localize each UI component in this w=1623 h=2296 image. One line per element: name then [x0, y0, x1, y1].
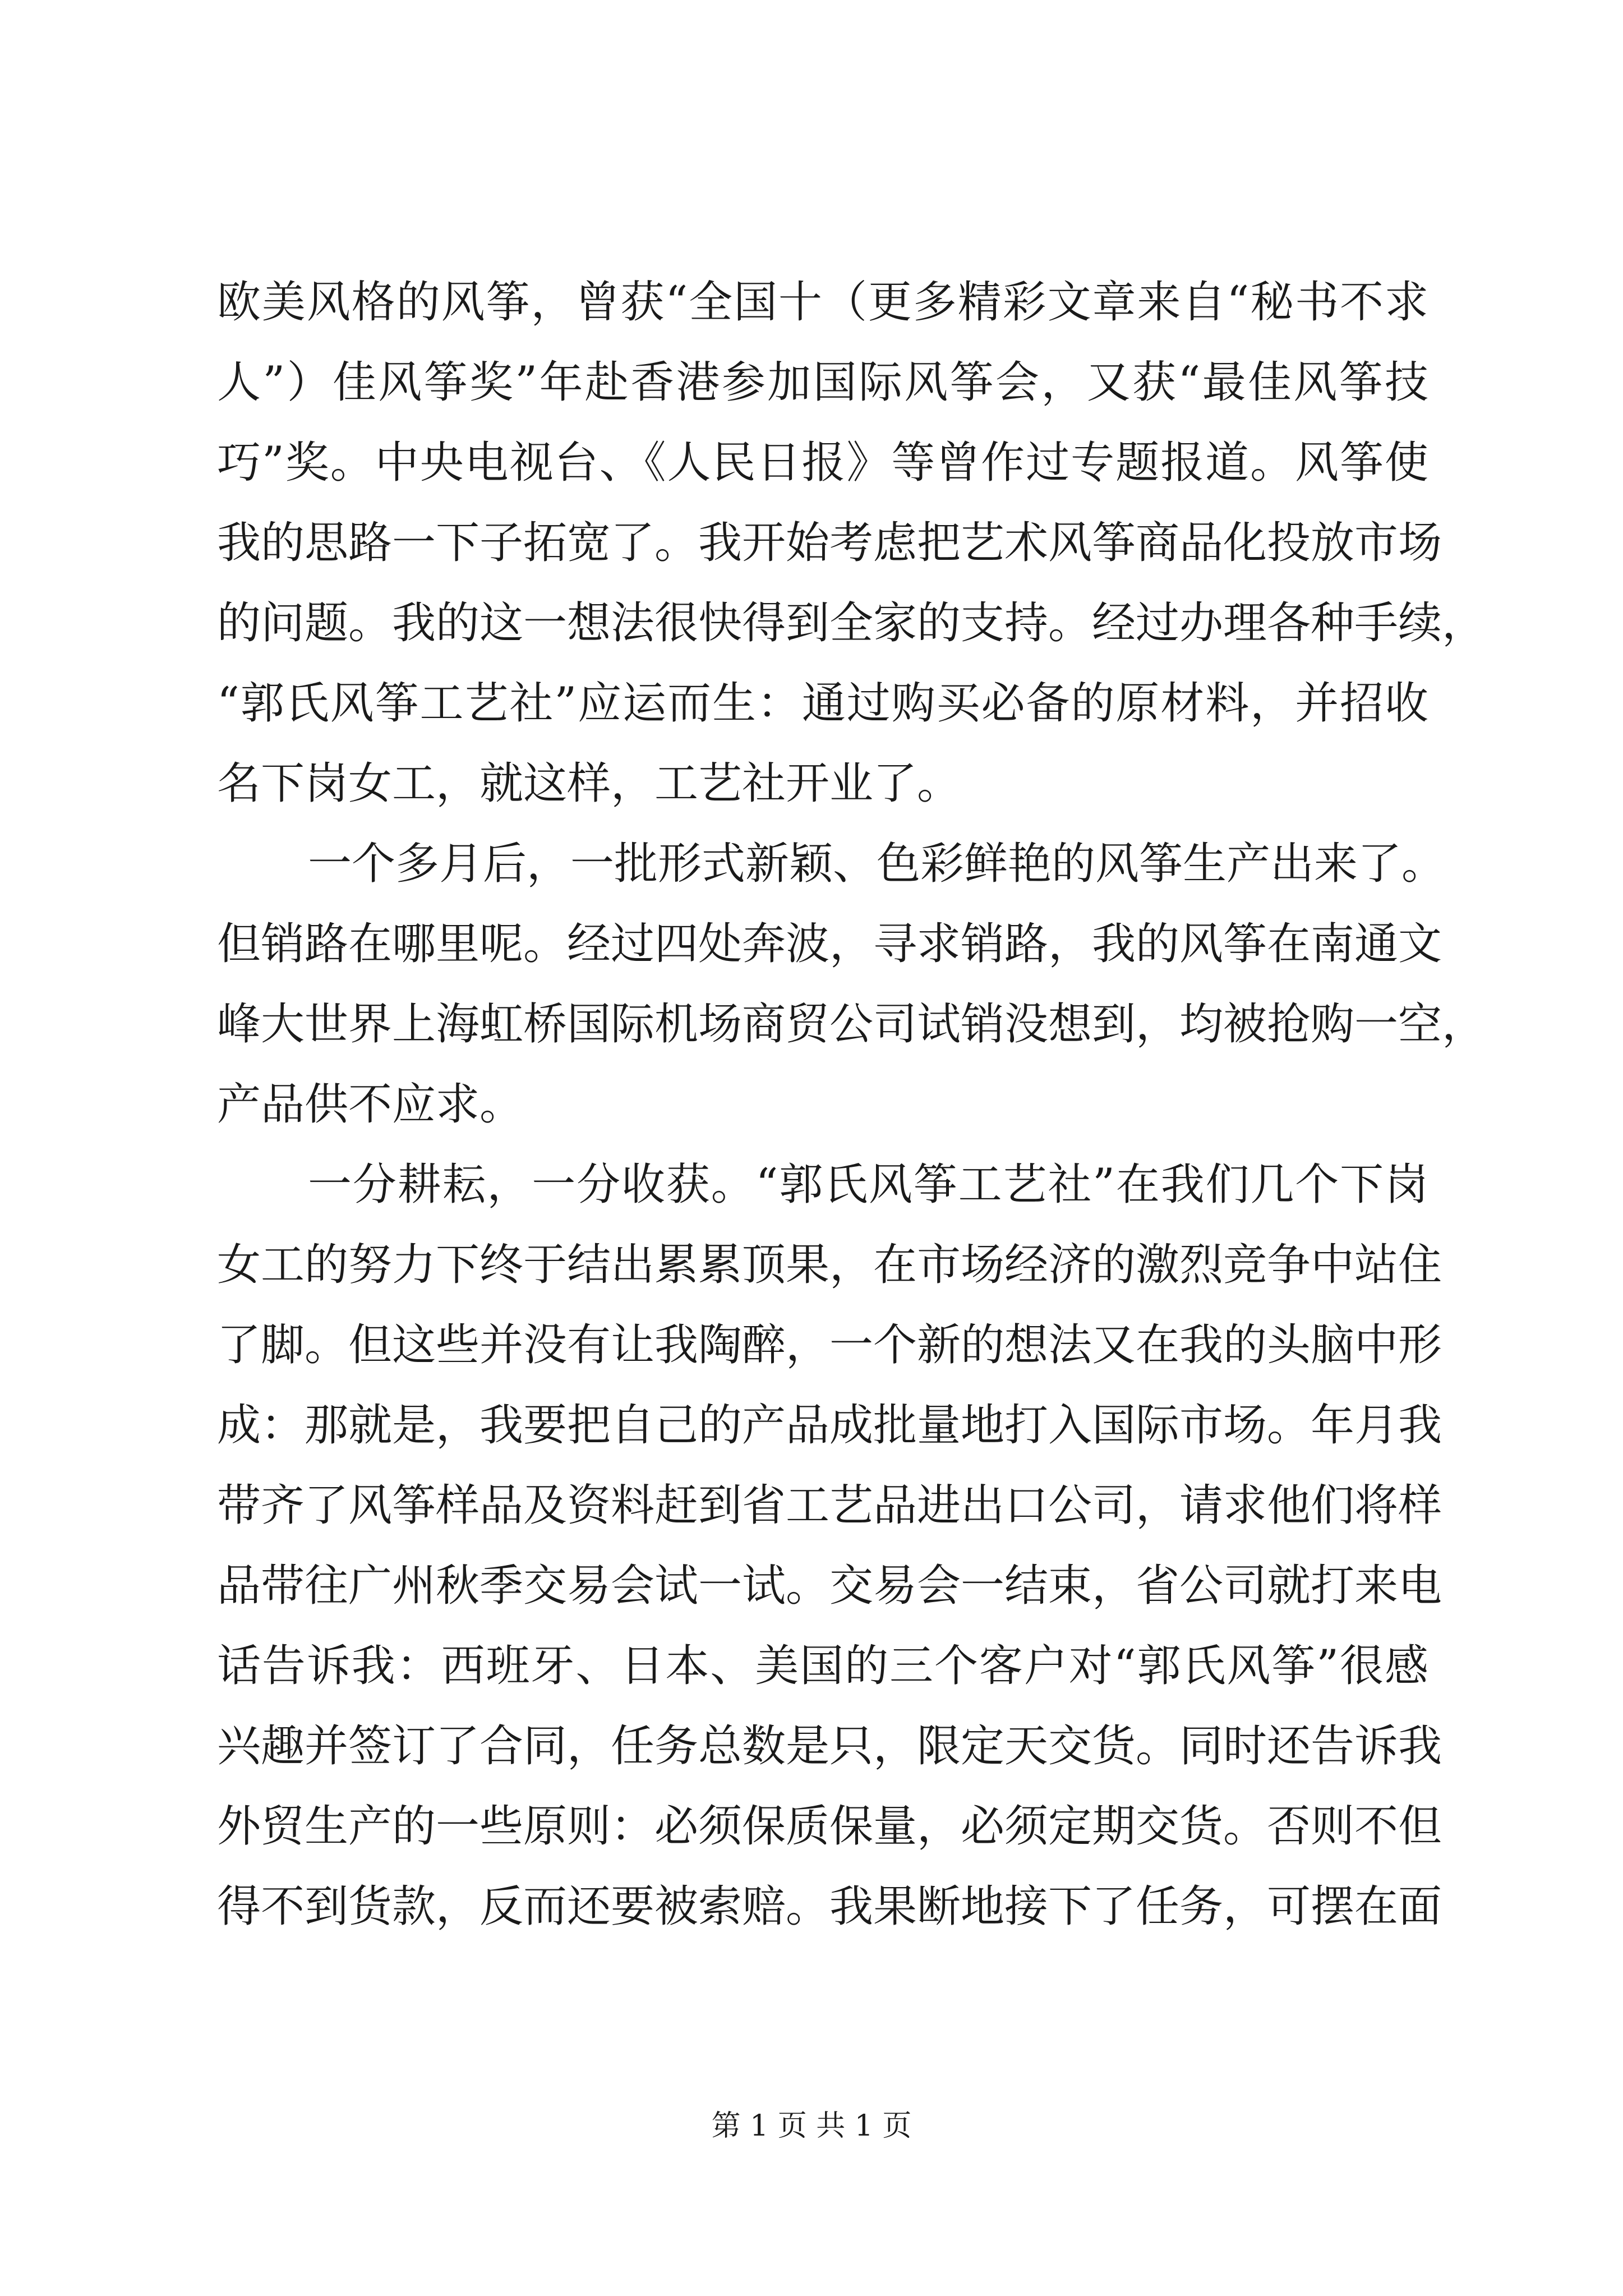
page-number-label: 第 1 页 共 1 页 [711, 2109, 912, 2143]
text-line: 名下岗女工，就这样，工艺社开业了。 [217, 758, 961, 809]
text-line: 兴趣并签订了合同，任务总数是只，限定天交货。同时还告诉我 [217, 1721, 1442, 1772]
text-line: 外贸生产的一些原则：必须保质保量，必须定期交货。否则不但 [217, 1801, 1442, 1852]
text-line: 了脚。但这些并没有让我陶醉，一个新的想法又在我的头脑中形 [217, 1320, 1442, 1370]
text-line: “郭氏风筝工艺社”应运而生：通过购买必备的原材料，并招收 [217, 678, 1428, 729]
text-line: 的问题。我的这一想法很快得到全家的支持。经过办理各种手续， [217, 598, 1486, 648]
text-line: 巧”奖。中央电视台、《人民日报》等曾作过专题报道。风筝使 [217, 438, 1428, 488]
page-footer [0, 2106, 1623, 2146]
text-line: 成：那就是，我要把自己的产品成批量地打入国际市场。年月我 [217, 1400, 1442, 1451]
text-line: 欧美风格的风筝，曾获“全国十（更多精彩文章来自“秘书不求 [217, 277, 1428, 328]
text-line: 一分耕耘，一分收获。“郭氏风筝工艺社”在我们几个下岗 [308, 1159, 1428, 1210]
text-line: 我的思路一下子拓宽了。我开始考虑把艺术风筝商品化投放市场 [217, 518, 1442, 568]
text-line: 品带往广州秋季交易会试一试。交易会一结束，省公司就打来电 [217, 1561, 1442, 1611]
text-line: 带齐了风筝样品及资料赶到省工艺品进出口公司，请求他们将样 [217, 1480, 1442, 1531]
text-line: 话告诉我：西班牙、日本、美国的三个客户对“郭氏风筝”很感 [217, 1641, 1428, 1691]
body-text [217, 263, 1486, 1947]
text-line: 女工的努力下终于结出累累顶果，在市场经济的激烈竞争中站住 [217, 1240, 1442, 1290]
text-line: 但销路在哪里呢。经过四处奔波，寻求销路，我的风筝在南通文 [217, 919, 1442, 969]
text-line: 产品供不应求。 [217, 1079, 524, 1130]
text-line: 人”）佳风筝奖”年赴香港参加国际风筝会，又获“最佳风筝技 [217, 357, 1428, 408]
text-line: 一个多月后，一批形式新颖、色彩鲜艳的风筝生产出来了。 [308, 839, 1446, 889]
text-line: 峰大世界上海虹桥国际机场商贸公司试销没想到，均被抢购一空， [217, 999, 1486, 1050]
text-line: 得不到货款，反而还要被索赔。我果断地接下了任务，可摆在面 [217, 1881, 1442, 1932]
